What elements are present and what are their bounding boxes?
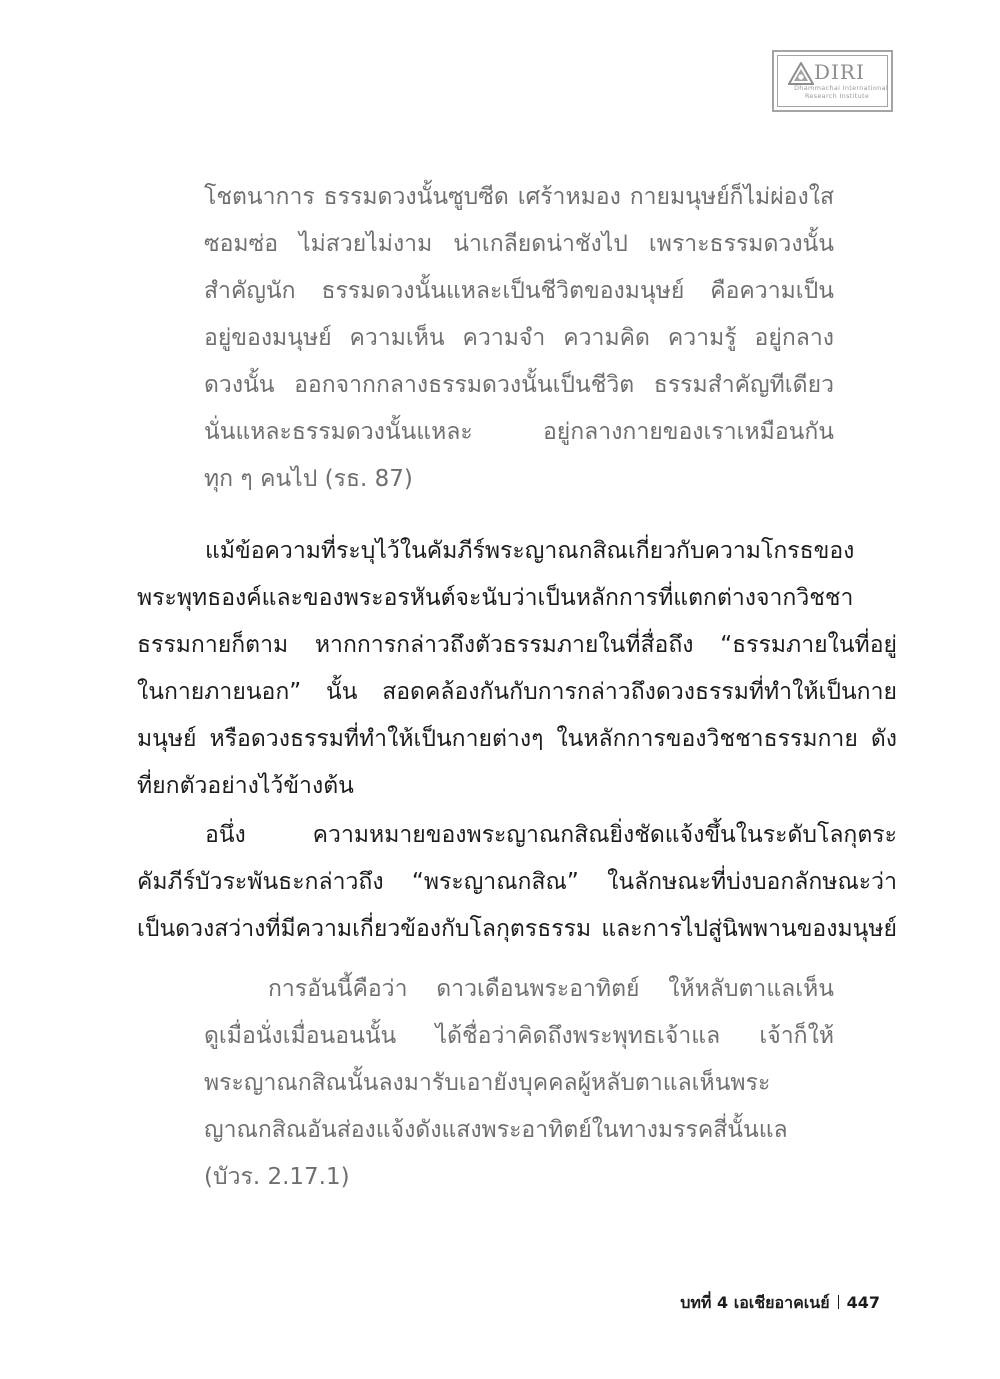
quote-line: ดวงนั้น ออกจากกลางธรรมดวงนั้นเป็นชีวิต ธรรมสำคัญทีเดียว [204,372,834,398]
chapter-title: บทที่ 4 เอเชียอาคเนย์ [680,1293,830,1312]
body-paragraph-2 [137,812,897,953]
quote-line: ทุก ๆ คนไป (รธ. 87) [204,466,413,492]
paragraph-line: คัมภีร์บัวระพันธะกล่าวถึง “พระญาณกสิณ” ในลักษณะที่บ่งบอกลักษณะว่า [137,869,897,895]
logo-subtitle-line2: Research Institute [804,91,870,100]
body-paragraph-1 [137,528,897,810]
block-quote-2 [204,966,834,1201]
paragraph-line: ที่ยกตัวอย่างไว้ข้างต้น [137,773,354,799]
block-quote-1 [204,174,834,503]
quote-line: ซอมซ่อ ไม่สวยไม่งาม น่าเกลียดน่าชังไป เพราะธรรมดวงนั้น [204,231,834,257]
logo-subtitle-line1: Dhammachai International [794,84,888,92]
quote-line: ญาณกสิณอันส่องแจ้งดังแสงพระอาทิตย์ในทางมรรคสี่นั้นแล [204,1117,788,1143]
footer-separator [838,1295,839,1309]
page-number: 447 [846,1293,880,1312]
quote-line: สำคัญนัก ธรรมดวงนั้นแหละเป็นชีวิตของมนุษย์ คือความเป็น [204,278,834,304]
dhammachai-triangle-icon [788,62,814,86]
paragraph-line: ธรรมกายก็ตาม หากการกล่าวถึงตัวธรรมภายในที่สื่อถึง “ธรรมภายในที่อยู่ [137,632,897,658]
logo-title: DIRI [814,60,865,84]
paragraph-line: อนึ่ง ความหมายของพระญาณกสิณยิ่งชัดแจ้งขึ้นในระดับโลกุตระ [205,822,897,848]
quote-line: ดูเมื่อนั่งเมื่อนอนนั้น ได้ชื่อว่าคิดถึงพระพุทธเจ้าแล เจ้าก็ให้ [204,1023,834,1049]
quote-line: พระญาณกสิณนั้นลงมารับเอายังบุคคลผู้หลับตาแลเห็นพระ [204,1070,771,1096]
paragraph-line: เป็นดวงสว่างที่มีความเกี่ยวข้องกับโลกุตรธรรม และการไปสู่นิพพานของมนุษย์ [137,916,897,942]
paragraph-line: แม้ข้อความที่ระบุไว้ในคัมภีร์พระญาณกสิณเกี่ยวกับความโกรธของ [205,538,855,564]
quote-line: โชตนาการ ธรรมดวงนั้นซูบซีด เศร้าหมอง กายมนุษย์ก็ไม่ผ่องใส [204,184,834,210]
paragraph-line: มนุษย์ หรือดวงธรรมที่ทำให้เป็นกายต่างๆ ในหลักการของวิชชาธรรมกาย ดัง [137,726,897,752]
quote-line: อยู่ของมนุษย์ ความเห็น ความจำ ความคิด ความรู้ อยู่กลาง [204,325,834,351]
logo-subtitle [794,84,888,100]
diri-logo [772,50,893,112]
quote-line: (บัวร. 2.17.1) [204,1164,350,1190]
quote-line: การอันนี้คือว่า ดาวเดือนพระอาทิตย์ ให้หลับตาแลเห็น [268,976,834,1002]
paragraph-line: ในกายภายนอก” นั้น สอดคล้องกันกับการกล่าวถึงดวงธรรมที่ทำให้เป็นกาย [137,679,897,705]
page-footer [680,1291,880,1316]
paragraph-line: พระพุทธองค์และของพระอรหันต์จะนับว่าเป็นหลักการที่แตกต่างจากวิชชา [137,585,854,611]
quote-line: นั่นแหละธรรมดวงนั้นแหละ อยู่กลางกายของเราเหมือนกัน [204,419,834,445]
